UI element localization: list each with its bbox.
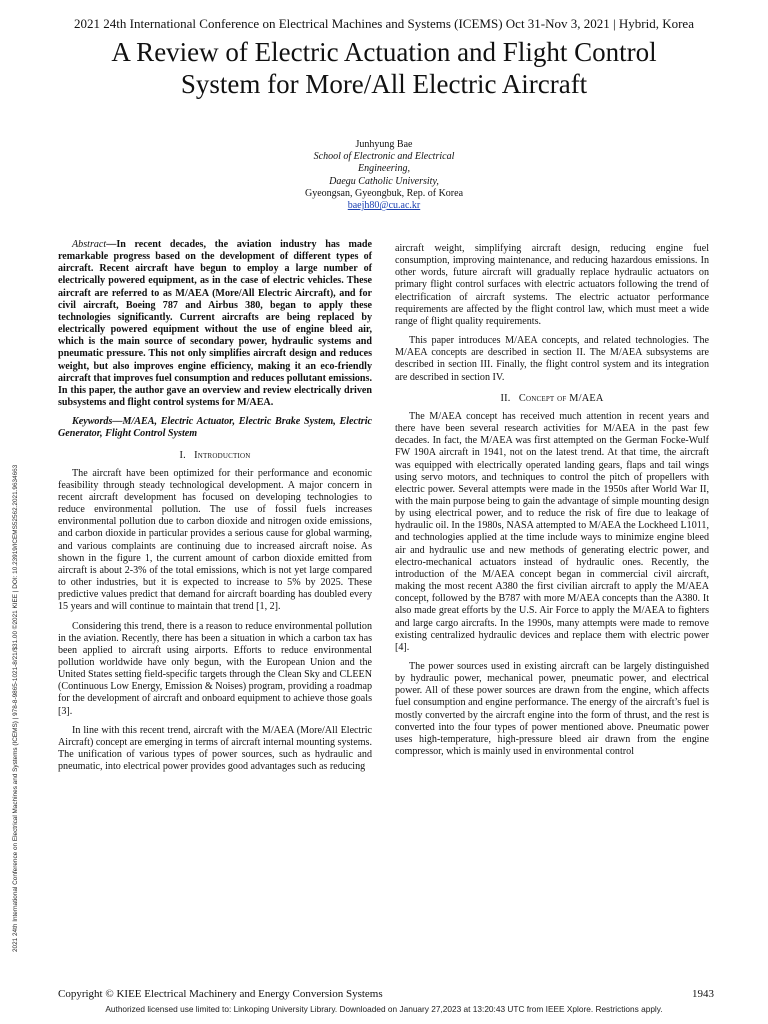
section-2-heading — [395, 393, 709, 405]
right-column — [395, 243, 709, 765]
conference-header: 2021 24th International Conference on Electrical Machines and Systems (ICEMS) Oct 31-Nov 3, 2021 | Hybrid, Korea — [74, 16, 694, 31]
concept-paragraph-1: The M/AEA concept has received much attention in recent years and there have been several research activities for M/AEA in the past few decades. In fact, the M/AEA was first attempted on the German Focke-Wulf FW 190A aircraft in 1941, not on the latest trend. At that time, the aircraft was equipped with electrically operated landing gears, flaps and tail wings using servo motors, and techniques to control the pitch of propellers with electric power. Several attempts were made in the 1950s after World War II, with the main purpose being to gain the advantage of simple mounting design by using electrical power, and to reduce the risk of fire due to leakage of hydraulic oil. In the 1980s, NASA attempted to M/AEA the Lockheed L1011, and technologies applied at the time include ways to minimize engine bleed air and hydraulic use and new methods of generating electric power, and electro-mechanical actuators instead of hydraulic ones. Recently, the introduction of the M/AEA concept began in commercial civil aircraft, making the most recent A380 the first civilian aircraft to apply the M/AEA concept, followed by the B787 with more M/AEA concepts than the A380. It also made great efforts by the U.S. Air Force to apply the M/AEA to fighters and large cargo aircrafts. In the 1990s, many attempts were made to remove existing centralized hydraulic devices and replace them with electric power [4]. — [395, 410, 709, 653]
doi-sidebar: 2021 24th International Conference on Electrical Machines and Systems (ICEMS) | 978-8-9865-1021-8/21/$31.00 ©2021 KIEE | DOI: 10.23919/ICEMS52562.2021.9634663 — [12, 464, 19, 952]
page-number: 1943 — [692, 988, 714, 1000]
abstract — [58, 239, 372, 409]
section-1-number: I. — [179, 449, 186, 461]
intro-paragraph-2: Considering this trend, there is a reason to reduce environmental pollution in the aviation. Recently, there has been a situation in which a carbon tax has been applied to aircraft using airports. Efforts to reduce environmental pollution worldwide have only begun, with the European Union and the United States setting field-specific targets through the Clean Sky and CLEEN (Continuous Low Energy, Emission & Noises) program, providing a roadmap for the development of aircraft and onboard equipment to achieve those goals [3]. — [58, 620, 372, 717]
author-department: School of Electronic and Electrical — [313, 151, 455, 163]
author-name: Junhyung Bae — [355, 139, 413, 150]
section-1-heading — [58, 450, 372, 462]
title-line-1: A Review of Electric Actuation and Flight Control — [111, 37, 657, 67]
keywords — [58, 416, 372, 440]
author-block — [0, 139, 768, 212]
concept-paragraph-2: The power sources used in existing aircraft can be largely distinguished by hydraulic power, mechanical power, pneumatic power, and electrical power. All of these power sources are drawn from the engine, which affects fuel consumption and engine performance. The energy of the aircraft’s fuel is mostly converted by the aircraft engine into the form of thrust, and the rest is converted into the four types of power mentioned above. Pneumatic power uses high-temperature, high-pressure bleed air drawn from the engine compressor, which is mainly used in environmental control — [395, 661, 709, 758]
title-line-2: System for More/All Electric Aircraft — [180, 69, 588, 99]
author-email-link[interactable]: baejh80@cu.ac.kr — [347, 200, 421, 212]
section-2-number: II. — [500, 392, 511, 404]
intro-paragraph-4: This paper introduces M/AEA concepts, and related technologies. The M/AEA concepts are described in section II. The M/AEA subsystems are described in section III. Finally, the flight control system and its integration are described in section IV. — [395, 335, 709, 383]
section-1-title: Introduction — [194, 449, 251, 461]
intro-paragraph-3-continued: aircraft weight, simplifying aircraft design, reducing engine fuel consumption, improving maintenance, and reducing hazardous emissions. In other words, future aircraft will gradually replace hydraulic actuators on primary flight control surfaces with electric actuators following the trend of electrification of aircraft systems. The electric actuator performance requirements are affected by the flight control law, which must meet a wide range of flight quality requirements. — [395, 243, 709, 327]
author-location: Gyeongsan, Gyeongbuk, Rep. of Korea — [304, 187, 464, 199]
section-2-title: Concept of M/AEA — [518, 392, 604, 404]
copyright-notice: Copyright © KIEE Electrical Machinery and Energy Conversion Systems — [58, 988, 383, 1000]
paper-title — [0, 36, 768, 100]
left-column — [58, 239, 372, 780]
abstract-text: —In recent decades, the aviation industry has made remarkable progress based on the development of different types of aircraft. Recent aircraft have begun to employ a large number of electrically powered equipment, as in the case of electric vehicles. These aircraft are referred to as M/AEA (More/All Electric Aircraft), and for civil aircraft, Boeing 787 and Airbus 380, began to apply these technologies significantly. Current aircrafts are being replaced by electrically powered equipment without the use of engine bleed air, which is the main source of secondary power, hydraulic systems and pneumatic pressure. This not only simplifies aircraft design and reduces weight, but also improves engine efficiency, making it an eco-friendly aircraft that improves fuel consumption and reduces pollutant emissions. In this paper, the author gave an overview and review electrically driven subsystems and flight control systems for M/AEA. — [58, 239, 372, 409]
license-notice: Authorized licensed use limited to: Linkoping University Library. Downloaded on January 27,2023 at 13:20:43 UTC from IEEE Xplore. Restrictions apply. — [105, 1004, 663, 1014]
author-department-2: Engineering, — [358, 163, 410, 175]
keywords-text: —M/AEA, Electric Actuator, Electric Brake System, Electric Generator, Flight Control System — [58, 416, 372, 440]
keywords-lead: Keywords — [72, 416, 113, 428]
intro-paragraph-1: The aircraft have been optimized for their performance and economic feasibility through steady technological development. A major concern in recent aircraft development has focused on developing technologies to reduce environmental pollution. The use of fossil fuels increases environmental pollution due to carbon dioxide and nitrogen oxide emissions, and carbon dioxide in particular provides a serious cause for global warming, and various complaints are continuing due to increased aircraft noise. As shown in the figure 1, the current amount of carbon dioxide emitted from aircraft is about 2-3% of the total emissions, which is not yet large compared to other industries, but it is expected to increase to 5% by 2025. These predictive values predict that demand for aircraft boarding has doubled every 15 years and will continue to maintain that trend [1, 2]. — [58, 467, 372, 613]
intro-paragraph-3: In line with this recent trend, aircraft with the M/AEA (More/All Electric Aircraft) concept are emerging in terms of aircraft internal mounting systems. The unification of various types of power sources, such as hydraulic and pneumatic, into electrical power provides good advantages such as reducing — [58, 724, 373, 773]
abstract-lead: Abstract — [72, 239, 107, 250]
author-university: Daegu Catholic University, — [329, 175, 439, 187]
